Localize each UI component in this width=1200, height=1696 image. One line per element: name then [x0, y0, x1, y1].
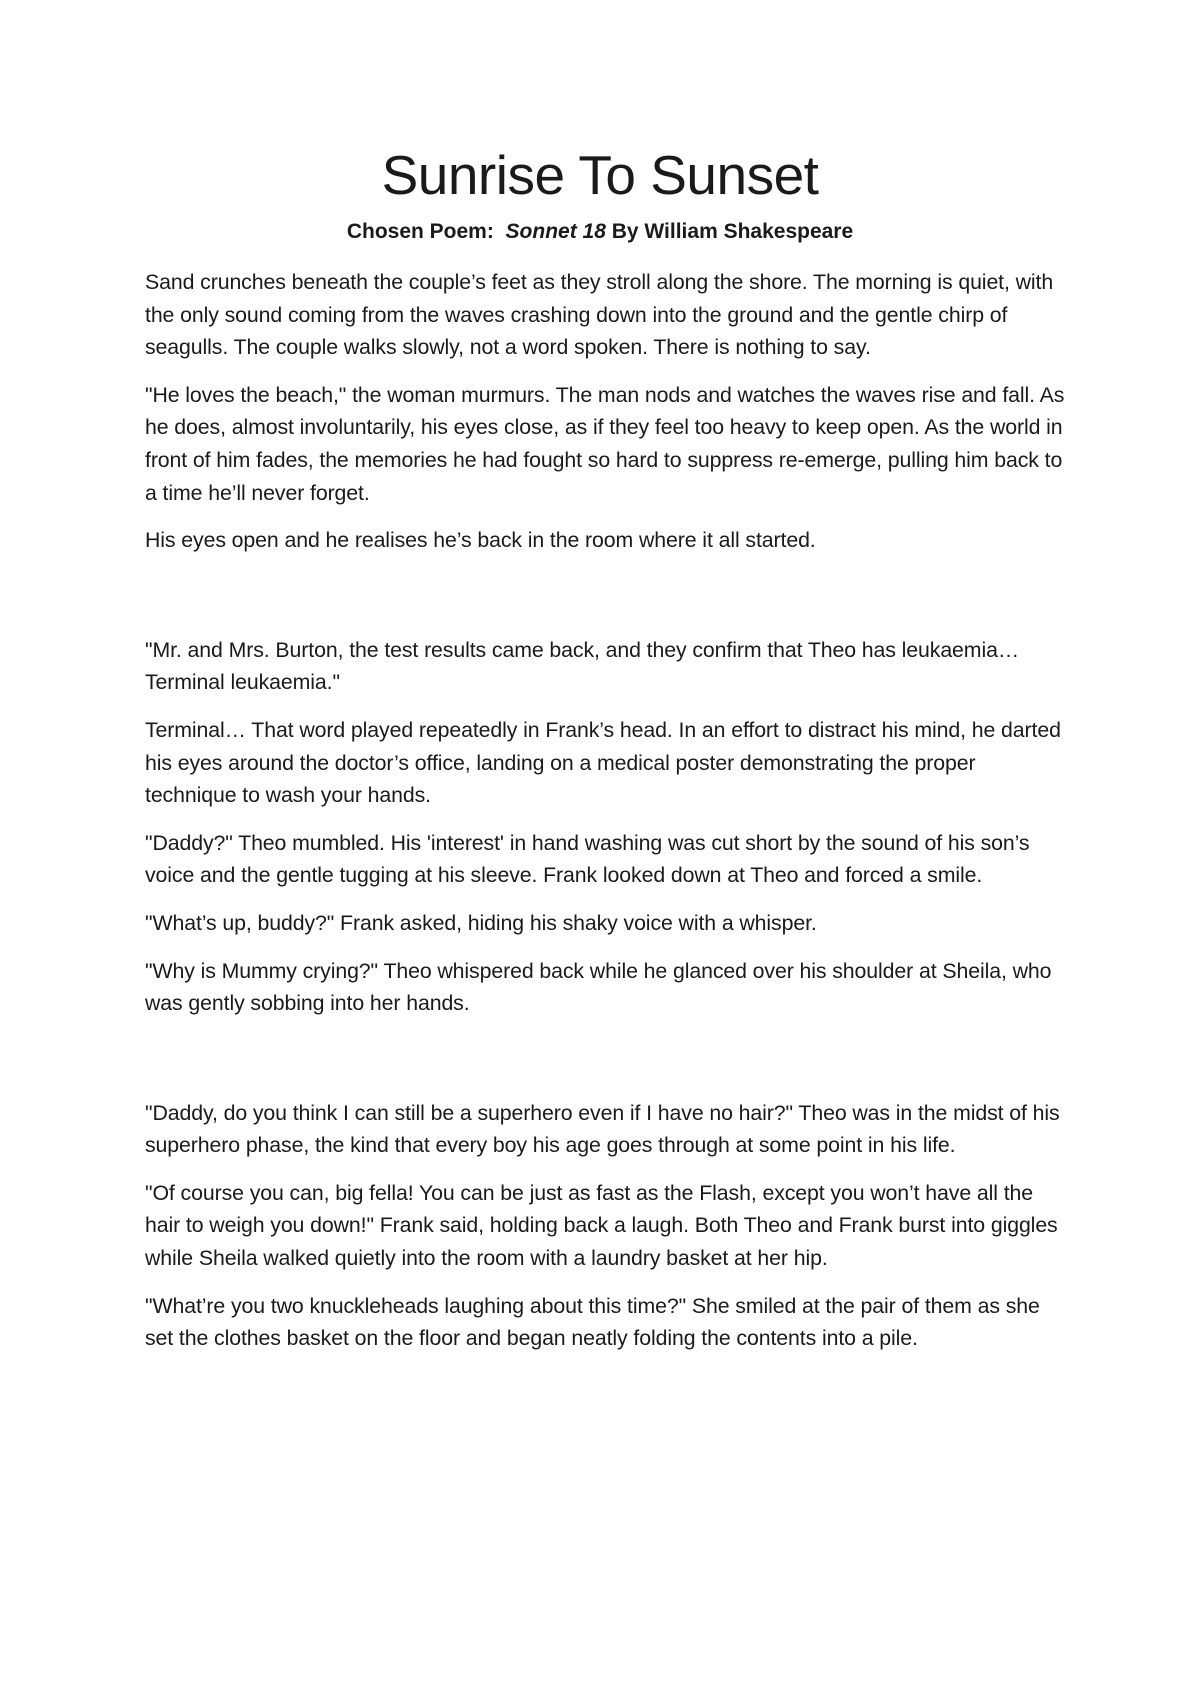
- paragraph: His eyes open and he realises he’s back in the room where it all started.: [145, 528, 816, 553]
- section-break: [145, 1035, 1065, 1097]
- paragraph: "Daddy, do you think I can still be a superhero even if I have no hair?" Theo was in the midst of his superhero phase, the kind that every boy his age goes through at some point in his life.: [145, 1100, 1060, 1158]
- paragraph: Terminal… That word played repeatedly in Frank’s head. In an effort to distract his mind, he darted his eyes around the doctor’s office, landing on a medical poster demonstrating the proper technique to wash your hands.: [145, 717, 1061, 808]
- story-section-1: [145, 266, 1065, 557]
- paragraph: "Daddy?" Theo mumbled. His 'interest' in hand washing was cut short by the sound of his son’s voice and the gentle tugging at his sleeve. Frank looked down at Theo and forced a smile.: [145, 830, 1030, 888]
- page-title: Sunrise To Sunset: [381, 144, 819, 206]
- paragraph: "Of course you can, big fella! You can be just as fast as the Flash, except you won’t have all the hair to weigh you down!" Frank said, holding back a laugh. Both Theo and Frank burst into giggles while Sheila walked quietly into the room with a laundry basket at her hip.: [145, 1180, 1058, 1271]
- page-subtitle: [0, 218, 1200, 246]
- paragraph: "Mr. and Mrs. Burton, the test results came back, and they confirm that Theo has leukaemia… Terminal leukaemia.": [145, 637, 1020, 695]
- section-break: [145, 572, 1065, 634]
- paragraph: "What’s up, buddy?" Frank asked, hiding his shaky voice with a whisper.: [145, 910, 817, 935]
- story-section-2: [145, 634, 1065, 1020]
- paragraph: Sand crunches beneath the couple’s feet as they stroll along the shore. The morning is quiet, with the only sound coming from the waves crashing down into the ground and the gentle chirp of seagulls. The couple walks slowly, not a word spoken. There is nothing to say.: [145, 270, 1054, 360]
- subtitle-author: By William Shakespeare: [611, 220, 854, 243]
- paragraph: "He loves the beach," the woman murmurs. The man nods and watches the waves rise and fall. As he does, almost involuntarily, his eyes close, as if they feel too heavy to keep open. As the world in front of him fades, the memories he had fought so hard to suppress re-emerge, pulling him back to a time he’ll never forget.: [145, 382, 1065, 505]
- subtitle-poem-name: Sonnet 18: [505, 220, 606, 243]
- paragraph: "What’re you two knuckleheads laughing about this time?" She smiled at the pair of them as she set the clothes basket on the floor and began neatly folding the contents into a pile.: [145, 1293, 1040, 1351]
- subtitle-prefix: Chosen Poem:: [346, 220, 494, 243]
- story-body: [145, 266, 1065, 1370]
- story-section-3: [145, 1097, 1065, 1355]
- paragraph: "Why is Mummy crying?" Theo whispered back while he glanced over his shoulder at Sheila, who was gently sobbing into her hands.: [145, 958, 1052, 1016]
